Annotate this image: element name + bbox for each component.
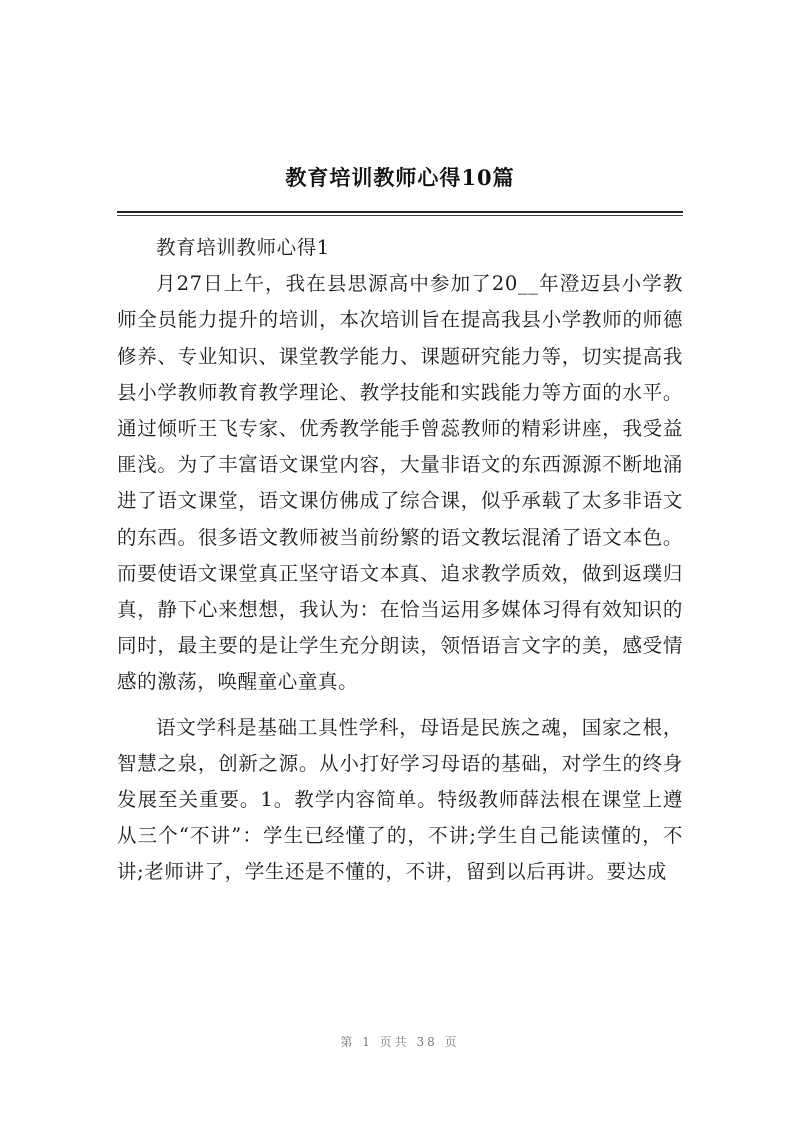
- paragraph-1: 月27日上午，我在县思源高中参加了20__年澄迈县小学教师全员能力提升的培训，本次培训旨在提高我县小学教师的师德修养、专业知识、课堂教学能力、课题研究能力等，切实提高我县小学教师教育教学理论、教学技能和实践能力等方面的水平。通过倾听王飞专家、优秀教学能手曾蕊教师的精彩讲座，我受益匪浅。为了丰富语文课堂内容，大量非语文的东西源源不断地涌进了语文课堂，语文课仿佛成了综合课，似乎承载了太多非语文的东西。很多语文教师被当前纷繁的语文教坛混淆了语文本色。而要使语文课堂真正坚守语文本真、追求教学质效，做到返璞归真，静下心来想想，我认为：在恰当运用多媒体习得有效知识的同时，最主要的是让学生充分朗读，领悟语言文字的美，感受情感的激荡，唤醒童心童真。: [117, 272, 683, 694]
- section-heading: 教育培训教师心得1: [156, 236, 330, 259]
- document-title: 教育培训教师心得10篇: [285, 165, 515, 190]
- document-body: [117, 230, 683, 891]
- page-footer: 第 1 页共 38 页: [340, 1035, 460, 1049]
- title-divider-thin: [117, 215, 683, 216]
- paragraph-2: 语文学科是基础工具性学科，母语是民族之魂，国家之根，智慧之泉，创新之源。从小打好学习母语的基础，对学生的终身发展至关重要。1。教学内容简单。特级教师薛法根在课堂上遵从三个“不讲”：学生已经懂了的，不讲;学生自己能读懂的，不讲;老师讲了，学生还是不懂的，不讲，留到以后再讲。要达成: [117, 715, 683, 884]
- title-divider: [117, 211, 683, 213]
